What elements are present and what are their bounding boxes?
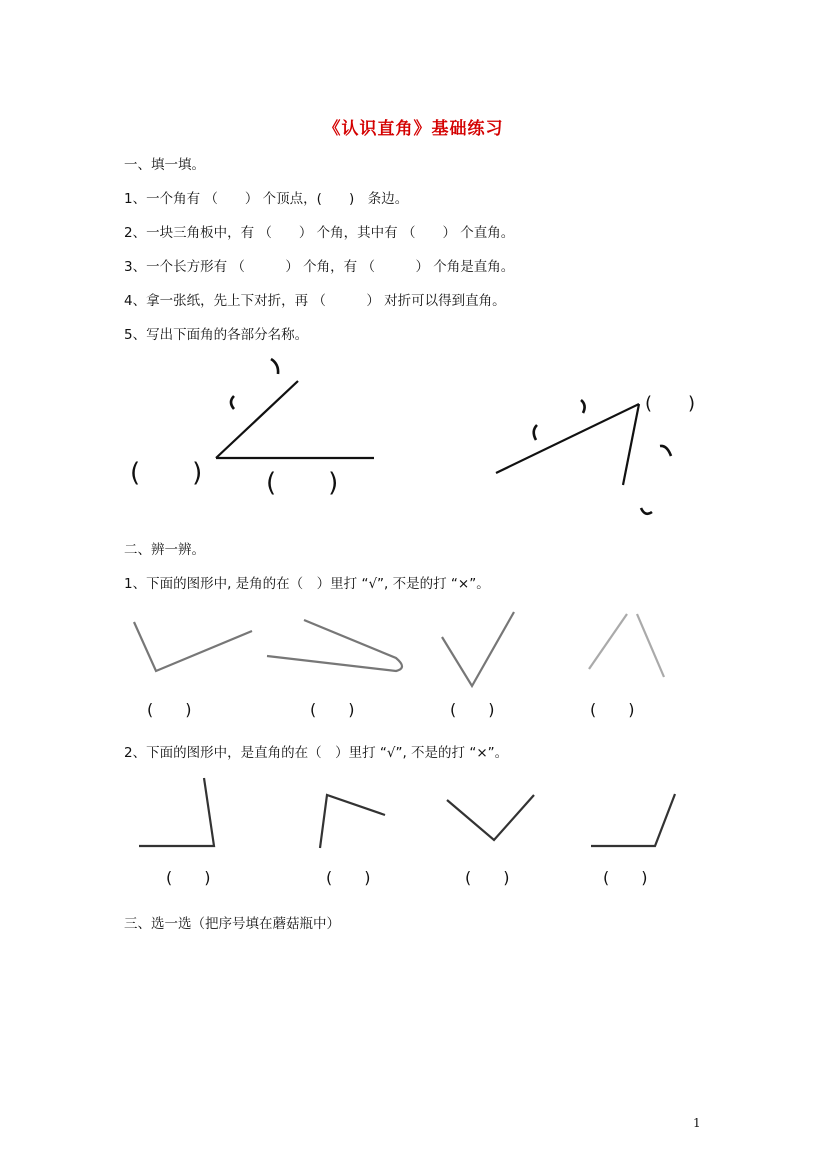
blank-left-vertex-label[interactable]: ( ) bbox=[130, 458, 203, 488]
blank-left-side-label[interactable]: ( ) bbox=[266, 468, 339, 498]
section3-heading: 三、选一选（把序号填在蘑菇瓶中） bbox=[124, 916, 340, 932]
answer-2-2-a[interactable]: ( ) bbox=[166, 868, 211, 887]
worksheet-title: 《认识直角》基础练习 bbox=[323, 119, 504, 139]
question-1-4: 4、拿一张纸，先上下对折，再 （ ） 对折可以得到直角。 bbox=[124, 293, 506, 309]
answer-2-1-d[interactable]: ( ) bbox=[590, 700, 635, 719]
answer-2-1-a[interactable]: ( ) bbox=[147, 700, 192, 719]
question-2-1: 1、下面的图形中, 是角的在（ ）里打 “√”, 不是的打 “×”。 bbox=[124, 576, 490, 592]
answer-2-2-c[interactable]: ( ) bbox=[465, 868, 510, 887]
answer-2-1-b[interactable]: ( ) bbox=[310, 700, 355, 719]
answer-2-1-c[interactable]: ( ) bbox=[450, 700, 495, 719]
blank-right-vertex-label[interactable]: ( ) bbox=[645, 393, 696, 414]
section1-heading: 一、填一填。 bbox=[124, 157, 205, 173]
question-1-5: 5、写出下面角的各部分名称。 bbox=[124, 327, 309, 343]
question-1-1: 1、一个角有 （ ） 个顶点，( ) 条边。 bbox=[124, 191, 409, 207]
answer-2-2-b[interactable]: ( ) bbox=[326, 868, 371, 887]
answer-2-2-d[interactable]: ( ) bbox=[603, 868, 648, 887]
question-1-3: 3、一个长方形有 （ ） 个角，有 （ ） 个角是直角。 bbox=[124, 259, 515, 275]
question-2-2: 2、下面的图形中，是直角的在（ ）里打 “√”, 不是的打 “×”。 bbox=[124, 745, 509, 761]
page-number: 1 bbox=[693, 1116, 701, 1130]
section2-heading: 二、辨一辨。 bbox=[124, 542, 205, 558]
question-1-2: 2、一块三角板中，有 （ ） 个角，其中有 （ ） 个直角。 bbox=[124, 225, 515, 241]
